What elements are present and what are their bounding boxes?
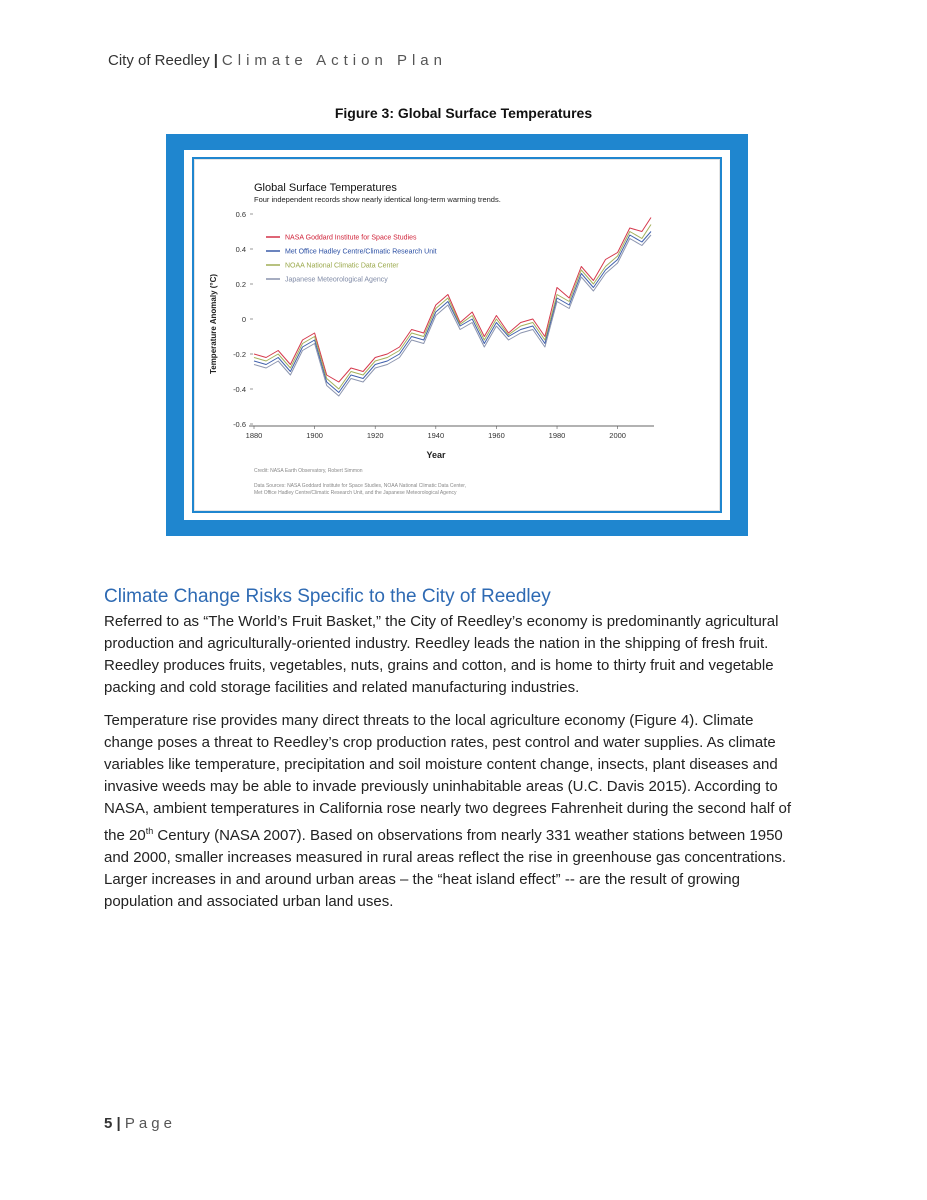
figure-chart-panel [192, 157, 722, 513]
figure-mat [184, 150, 730, 520]
temperature-chart [194, 159, 720, 511]
x-axis-label: Year [426, 450, 446, 460]
x-tick-label: 1980 [548, 431, 566, 440]
footer-separator: | [116, 1115, 121, 1132]
series-line-2 [254, 232, 651, 393]
ordinal-superscript: th [145, 826, 154, 836]
header-separator: | [213, 52, 218, 69]
x-tick-label: 1960 [488, 431, 505, 440]
paragraph-temperature-rise-part-2: Century (NASA 2007). Based on observations from nearly 331 weather stations between 1950 and 2000, smaller increases measured in rural areas reflect the rise in greenhouse gas concentrations. Larger increases in and around urban areas – the “heat island effect” -- are the result of growing population and associated urban land uses. [104, 827, 787, 910]
y-axis-label: Temperature Anomaly (°C) [209, 273, 218, 375]
chart-sources-line-1: Data Sources: NASA Goddard Institute for Space Studies, NOAA National Climatic Data Center, [254, 483, 467, 489]
x-tick-label: 1920 [366, 431, 384, 440]
y-tick-label: -0.6 [233, 420, 246, 429]
page-header [108, 52, 447, 69]
header-org: City of Reedley [108, 52, 210, 69]
chart-subtitle: Four independent records show nearly identical long-term warming trends. [254, 195, 501, 204]
y-tick-label: 0 [241, 315, 246, 324]
y-tick-label: 0.2 [235, 280, 246, 289]
paragraph-economy: Referred to as “The World’s Fruit Basket,” the City of Reedley’s economy is predominantly agricultural production and agriculturally-oriented industry. Reedley leads the nation in the shipping of fresh fruit. Reedley produces fruits, vegetables, nuts, grains and cotton, and is home to thirty fruit and vegetable packing and cold storage facilities and related manufacturing industries. [104, 613, 779, 696]
series-line-1 [254, 218, 651, 383]
x-tick-label: 1940 [427, 431, 445, 440]
legend-label: Japanese Meteorological Agency [285, 276, 388, 284]
legend-label: NOAA National Climatic Data Center [285, 262, 399, 270]
footer-page-label: Page [124, 1115, 176, 1132]
legend-label: Met Office Hadley Centre/Climatic Research Unit [285, 248, 437, 256]
chart-sources-line-2: Met Office Hadley Centre/Climatic Research Unit, and the Japanese Meteorological Agency [254, 490, 457, 496]
header-doc-title: Climate Action Plan [221, 52, 447, 69]
x-tick-label: 1880 [245, 431, 263, 440]
y-tick-label: -0.4 [233, 385, 246, 394]
section-heading: Climate Change Risks Specific to the City of Reedley [104, 586, 551, 607]
paragraph-temperature-rise [104, 710, 804, 913]
legend-label: NASA Goddard Institute for Space Studies [285, 234, 417, 242]
y-tick-label: -0.2 [233, 350, 246, 359]
series-line-4 [254, 235, 651, 396]
page-footer [104, 1115, 176, 1132]
figure-caption: Figure 3: Global Surface Temperatures [334, 105, 593, 121]
page-number: 5 [104, 1115, 113, 1132]
paragraph-temperature-rise-part-1: Temperature rise provides many direct threats to the local agriculture economy (Figure 4). Climate change poses a threat to Reedley’s crop production rates, pest control and water supplies. As climate variables like temperature, precipitation and soil moisture content change, insects, plant diseases and invasive weeds may be able to invade previously uninhabitable areas (U.C. Davis 2015). According to NASA, ambient temperatures in California rose nearly two degrees Fahrenheit during the second half of the 20 [104, 712, 792, 844]
y-tick-label: 0.6 [235, 210, 246, 219]
figure-frame [166, 134, 748, 536]
x-tick-label: 2000 [609, 431, 626, 440]
x-tick-label: 1900 [306, 431, 323, 440]
y-tick-label: 0.4 [235, 245, 246, 254]
chart-title: Global Surface Temperatures [254, 182, 397, 194]
chart-credit: Credit: NASA Earth Observatory, Robert Simmon [254, 468, 363, 474]
